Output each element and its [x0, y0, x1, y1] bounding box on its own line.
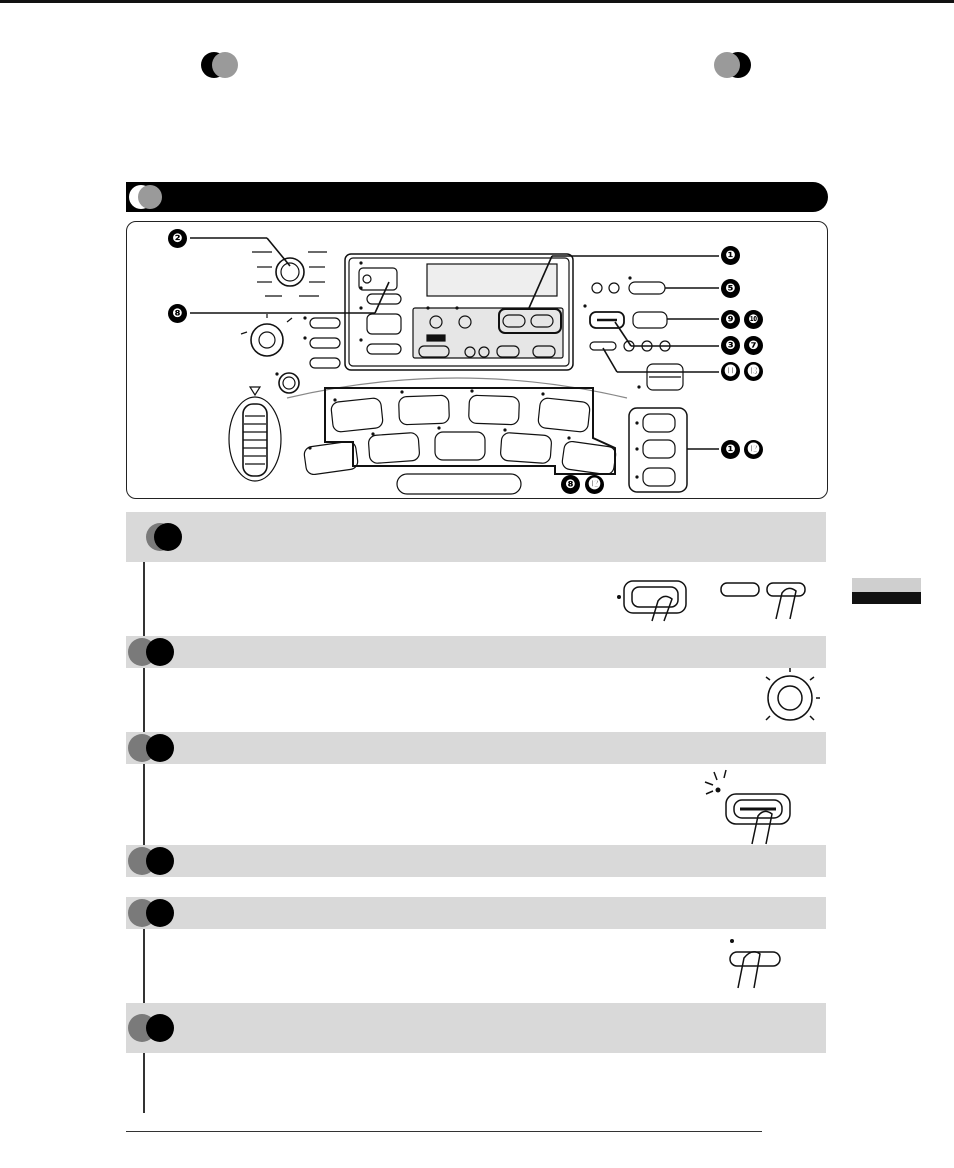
callout-8-left: ❽	[168, 304, 187, 323]
panel-illustration	[127, 222, 827, 498]
step-guide-line	[143, 668, 145, 732]
callout-9: ❾	[721, 310, 740, 329]
callout-1-top: ❶	[721, 246, 740, 265]
callout-8-bottom: ❽	[561, 475, 580, 494]
top-rule	[0, 0, 954, 3]
callout-5: ❺	[721, 279, 740, 298]
step-bar-5	[126, 897, 826, 929]
step-bar-6	[126, 1003, 826, 1053]
callout-12-side: ⓬	[744, 440, 763, 459]
step-bar-2	[126, 636, 826, 668]
step-guide-line	[143, 562, 145, 636]
press-button-illustration	[612, 575, 812, 625]
step-guide-line	[143, 1053, 145, 1113]
control-panel-diagram	[126, 221, 828, 499]
tap-button-illustration	[722, 934, 792, 994]
callout-2: ❷	[168, 229, 187, 248]
chapter-tab-marker	[852, 592, 921, 604]
header-bullet-left	[201, 52, 237, 78]
step-bar-4	[126, 845, 826, 877]
step-bar-3	[126, 732, 826, 764]
callout-7: ❼	[744, 336, 763, 355]
step-guide-line	[143, 764, 145, 845]
callout-12-bottom: ⓬	[585, 475, 604, 494]
header-bullet-right	[714, 52, 750, 78]
callout-1-side: ❶	[721, 440, 740, 459]
callout-10: ❿	[744, 310, 763, 329]
callout-11: ⓫	[721, 362, 740, 381]
callout-3: ❸	[721, 336, 740, 355]
lit-button-illustration	[702, 766, 798, 846]
step-bar-1	[126, 512, 826, 562]
step-guide-line	[143, 929, 145, 1003]
bottom-rule	[126, 1131, 762, 1132]
knob-illustration	[762, 668, 822, 728]
callout-13: ⓭	[744, 362, 763, 381]
section-heading-bar	[126, 182, 828, 212]
chapter-tab	[852, 578, 921, 592]
